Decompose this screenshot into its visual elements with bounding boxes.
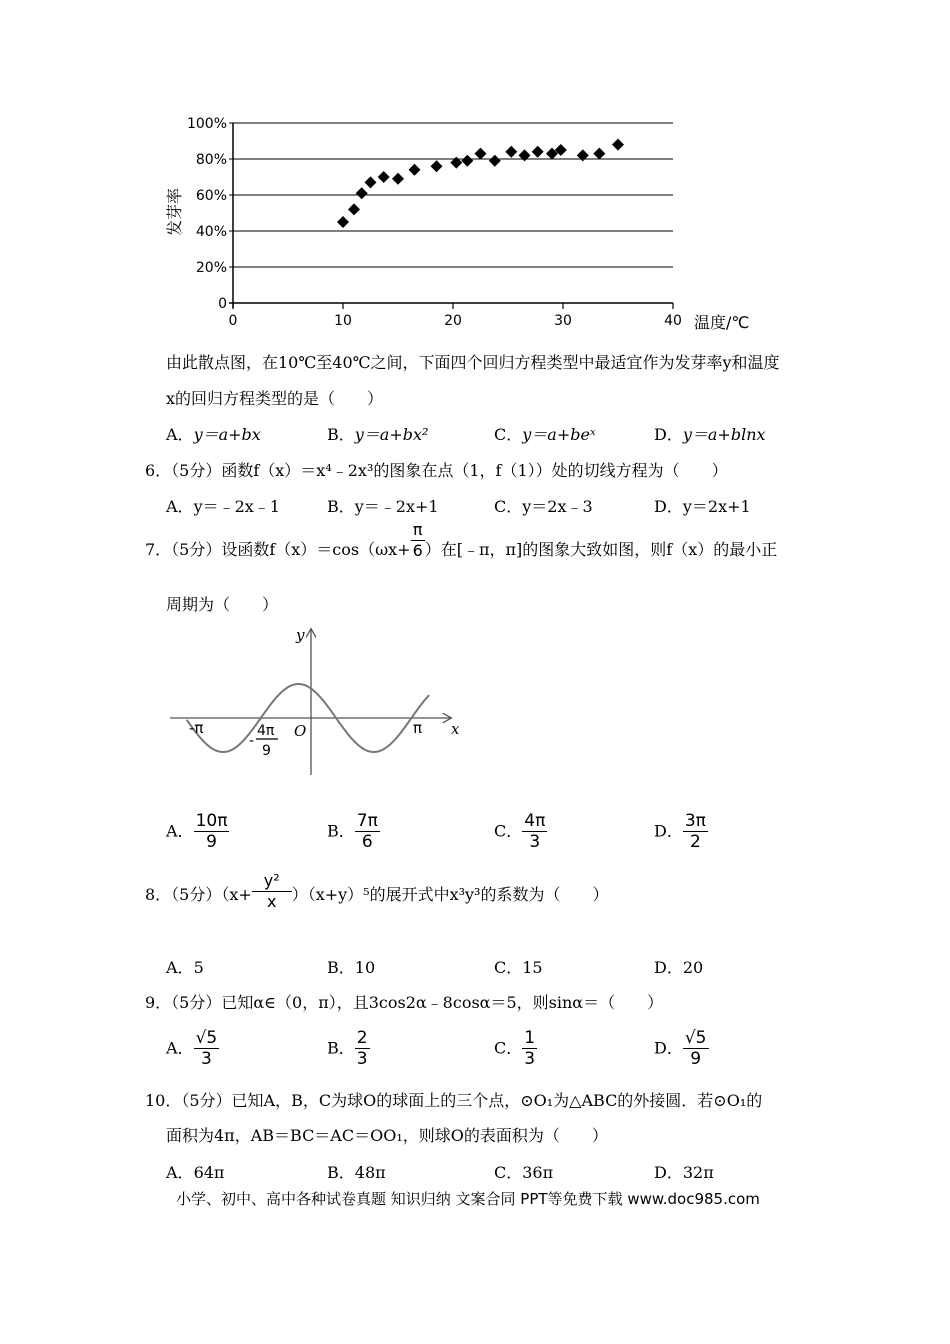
option-text: y＝2x﹣3 (522, 497, 593, 516)
option-den: 2 (689, 832, 701, 852)
option-num: 1 (524, 1028, 536, 1048)
q8-option-d[interactable] (654, 958, 703, 978)
option-label: A． (166, 497, 194, 516)
q5-stem-line2: x的回归方程类型的是（ ） (166, 389, 384, 408)
x-tick-label: 10 (334, 313, 352, 329)
option-label: A． (166, 425, 194, 444)
q10-stem-line1: 10．（5分）已知A，B，C为球O的球面上的三个点，⊙O₁为△ABC的外接圆．若⊙O₁的 (145, 1091, 763, 1110)
x-label: x (451, 720, 460, 738)
q6-option-d[interactable] (654, 497, 751, 517)
q5-option-a[interactable] (166, 425, 261, 445)
option-label: C． (494, 497, 523, 516)
option-num: 4π (524, 811, 546, 831)
q5-option-b[interactable] (327, 425, 428, 445)
data-point (431, 160, 443, 172)
q5-option-c[interactable] (494, 425, 596, 445)
data-point (348, 203, 360, 215)
option-num: 2 (356, 1028, 368, 1048)
data-point (505, 146, 517, 158)
option-label: C． (494, 1163, 523, 1182)
q9-option-b[interactable] (327, 1028, 370, 1069)
data-point (593, 148, 605, 160)
q10-stem-line2: 面积为4π，AB＝BC＝AC＝OO₁，则球O的表面积为（ ） (166, 1126, 608, 1145)
option-num: √5 (684, 1028, 707, 1048)
q9-option-c[interactable] (494, 1028, 537, 1069)
option-den: 3 (356, 1049, 368, 1069)
q8-option-a[interactable] (166, 958, 204, 978)
option-num: 3π (684, 811, 706, 831)
data-point (392, 173, 404, 185)
option-text: y＝﹣2x+1 (354, 497, 439, 516)
option-label: A． (166, 958, 194, 977)
option-text: 15 (522, 958, 543, 977)
option-label: C． (494, 821, 523, 841)
option-text: 32π (682, 1163, 714, 1182)
data-point (519, 149, 531, 161)
x-tick-label: 30 (554, 313, 572, 329)
option-den: 6 (361, 832, 373, 852)
option-label: C． (494, 958, 523, 977)
y-tick-label: 80% (195, 152, 227, 168)
option-text: y＝﹣2x﹣1 (193, 497, 280, 516)
mark-minus: - (249, 733, 255, 749)
q8-frac-num: y² (252, 871, 292, 892)
cosine-graph (165, 620, 485, 780)
x-tick-label: 20 (444, 313, 462, 329)
q8-option-b[interactable] (327, 958, 375, 978)
option-num: 7π (356, 811, 378, 831)
x-axis-title: 温度/℃ (694, 313, 750, 332)
q10-option-c[interactable] (494, 1163, 553, 1183)
option-label: D． (654, 1163, 683, 1182)
option-label: D． (654, 1038, 683, 1058)
q7-option-d[interactable] (654, 811, 708, 852)
data-point (461, 155, 473, 167)
y-tick-label: 40% (195, 224, 227, 240)
option-num: √5 (195, 1028, 218, 1048)
q7-stem-b: ）在[﹣π，π]的图象大致如图，则f（x）的最小正 (424, 540, 778, 559)
y-tick-label: 0 (218, 296, 227, 312)
scatter-chart (150, 105, 790, 340)
option-text: y＝a+bx² (354, 425, 429, 444)
q7-stem-line2: 周期为（ ） (166, 595, 279, 614)
chart-grid (187, 116, 682, 329)
option-text: y＝a+beˣ (522, 425, 596, 444)
data-point (337, 216, 349, 228)
y-label: y (296, 626, 305, 644)
option-label: B． (327, 821, 355, 841)
q8-stem-b: ）（x+y）⁵的展开式中x³y³的系数为（ ） (291, 885, 609, 904)
mark-num: 4π (257, 723, 275, 739)
option-label: A． (166, 821, 194, 841)
option-label: B． (327, 958, 355, 977)
data-point (356, 187, 368, 199)
option-text: 20 (682, 958, 704, 977)
option-label: C． (494, 1038, 523, 1058)
q6-option-b[interactable] (327, 497, 439, 517)
q5-option-d[interactable] (654, 425, 766, 445)
data-point (365, 176, 377, 188)
q7-frac-den: 6 (412, 541, 423, 560)
option-label: A． (166, 1038, 194, 1058)
y-tick-label: 60% (195, 188, 227, 204)
y-axis-title: 发芽率 (165, 187, 184, 237)
q10-option-d[interactable] (654, 1163, 714, 1183)
q8-option-c[interactable] (494, 958, 543, 978)
option-den: 9 (206, 832, 217, 852)
option-label: B． (327, 1038, 355, 1058)
option-den: 9 (690, 1049, 702, 1069)
q7-stem-a: 7．（5分）设函数f（x）＝cos（ωx+ (145, 540, 411, 559)
y-tick-label: 20% (195, 260, 227, 276)
option-text: y＝a+blnx (682, 425, 766, 444)
data-point (450, 157, 462, 169)
mark-den: 9 (262, 743, 271, 759)
data-point (577, 149, 589, 161)
option-label: D． (654, 425, 683, 444)
data-point (489, 155, 501, 167)
q8-stem (145, 871, 609, 912)
q8-stem-a: 8．（5分）（x+ (145, 885, 252, 904)
q8-frac-den: x (267, 892, 277, 911)
q9-option-a[interactable] (166, 1028, 219, 1069)
option-den: 3 (524, 1049, 536, 1069)
x-tick-label: 40 (664, 313, 682, 329)
option-label: B． (327, 425, 355, 444)
x-tick-label: 0 (228, 313, 238, 329)
q7-option-a[interactable] (166, 811, 229, 852)
option-text: 10 (354, 958, 376, 977)
data-point (612, 139, 624, 151)
neg-pi-label: -π (189, 719, 204, 737)
option-label: D． (654, 821, 683, 841)
option-text: 48π (354, 1163, 386, 1182)
option-label: B． (327, 1163, 355, 1182)
q7-option-c[interactable] (494, 811, 547, 852)
option-den: 3 (529, 832, 541, 852)
q6-option-c[interactable] (494, 497, 593, 517)
origin-label: O (294, 722, 307, 740)
option-num: 10π (195, 811, 228, 831)
y-tick-label: 100% (186, 116, 227, 132)
footer-ad: 小学、初中、高中各种试卷真题 知识归纳 文案合同 PPT等免费下载 www.doc985.com (176, 1190, 760, 1208)
option-label: D． (654, 497, 683, 516)
option-text: 5 (193, 958, 204, 977)
option-text: 64π (193, 1163, 225, 1182)
q10-option-a[interactable] (166, 1163, 224, 1183)
option-label: C． (494, 425, 523, 444)
option-den: 3 (200, 1049, 212, 1069)
q9-stem: 9．（5分）已知α∈（0，π），且3cos2α﹣8cosα＝5，则sinα＝（ ） (145, 993, 664, 1012)
data-point (532, 146, 544, 158)
chart-points (337, 139, 624, 228)
option-text: y＝a+bx (193, 425, 261, 444)
pi-label: π (413, 719, 423, 737)
data-point (475, 148, 487, 160)
option-label: A． (166, 1163, 194, 1182)
q6-stem: 6．（5分）函数f（x）＝x⁴﹣2x³的图象在点（1，f（1））处的切线方程为（ ） (145, 461, 728, 480)
option-label: B． (327, 497, 355, 516)
data-point (409, 164, 421, 176)
option-text: 36π (522, 1163, 554, 1182)
option-label: D． (654, 958, 683, 977)
q10-option-b[interactable] (327, 1163, 386, 1183)
q7-frac-num: π (411, 520, 425, 541)
data-point (378, 171, 390, 183)
q7-option-b[interactable] (327, 811, 380, 852)
q6-option-a[interactable] (166, 497, 280, 517)
q5-stem-line1: 由此散点图，在10℃至40℃之间，下面四个回归方程类型中最适宜作为发芽率y和温度 (166, 353, 780, 372)
q7-stem (145, 520, 778, 561)
option-text: y＝2x+1 (682, 497, 751, 516)
q9-option-d[interactable] (654, 1028, 709, 1069)
